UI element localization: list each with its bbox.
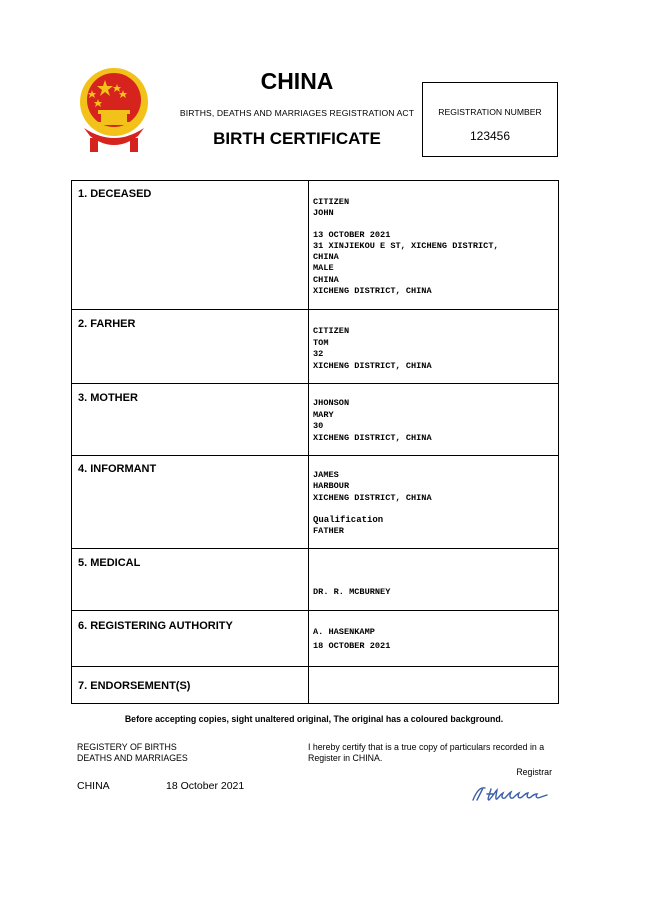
certificate-title: BIRTH CERTIFICATE xyxy=(213,129,381,148)
field-value: DR. R. MCBURNEY xyxy=(313,587,391,597)
field-value: XICHENG DISTRICT, CHINA xyxy=(313,361,432,371)
section-title: 4. INFORMANT xyxy=(78,463,157,475)
field-value: 30 xyxy=(313,421,324,431)
registrar-signature xyxy=(467,784,553,804)
registration-number-value: 123456 xyxy=(469,129,511,143)
registrar-label: Registrar xyxy=(516,767,552,777)
field-value: CHINA xyxy=(313,275,339,285)
registry-line-2: DEATHS AND MARRIAGES xyxy=(77,753,188,763)
field-value: FATHER xyxy=(313,526,344,536)
field-value: 32 xyxy=(313,349,324,359)
section-title: 5. MEDICAL xyxy=(78,557,141,569)
field-value: XICHENG DISTRICT, CHINA xyxy=(313,286,432,296)
issue-date: 18 October 2021 xyxy=(166,780,245,792)
registry-line-1: REGISTERY OF BIRTHS xyxy=(77,742,177,752)
section-title: 7. ENDORSEMENT(S) xyxy=(78,680,191,692)
section-title: 1. DECEASED xyxy=(78,188,152,200)
country-title: CHINA xyxy=(260,68,334,94)
section-medical xyxy=(72,549,558,611)
field-value: JOHN xyxy=(313,208,334,218)
field-value: XICHENG DISTRICT, CHINA xyxy=(313,433,432,443)
registration-number-box xyxy=(422,82,558,157)
issue-place: CHINA xyxy=(77,780,110,792)
certify-line-2: Register in CHINA. xyxy=(308,753,383,763)
section-informant xyxy=(72,456,558,549)
field-value: JHONSON xyxy=(313,398,350,408)
field-value: CHINA xyxy=(313,252,339,262)
field-value: TOM xyxy=(313,338,329,348)
section-mother xyxy=(72,384,558,456)
registration-number-label: REGISTRATION NUMBER xyxy=(438,107,542,117)
section-registering-authority xyxy=(72,611,558,667)
field-value: 13 OCTOBER 2021 xyxy=(313,230,391,240)
registration-act: BIRTHS, DEATHS AND MARRIAGES REGISTRATION ACT xyxy=(179,108,415,118)
verification-note: Before accepting copies, sight unaltered original, The original has a coloured background. xyxy=(124,714,504,724)
field-value: CITIZEN xyxy=(313,197,350,207)
section-father xyxy=(72,310,558,384)
certificate-table xyxy=(71,180,559,704)
field-value: A. HASENKAMP xyxy=(313,627,375,637)
section-deceased xyxy=(72,181,558,310)
national-emblem-icon xyxy=(76,66,152,156)
section-title: 2. FARHER xyxy=(78,318,136,330)
certify-line-1: I hereby certify that is a true copy of particulars recorded in a xyxy=(308,742,545,752)
section-endorsements xyxy=(72,667,558,703)
field-value: XICHENG DISTRICT, CHINA xyxy=(313,493,432,503)
field-value: CITIZEN xyxy=(313,326,350,336)
field-value: MARY xyxy=(313,410,334,420)
section-title: 6. REGISTERING AUTHORITY xyxy=(78,620,233,632)
field-value: JAMES xyxy=(313,470,339,480)
field-value: 18 OCTOBER 2021 xyxy=(313,641,391,651)
section-title: 3. MOTHER xyxy=(78,392,138,404)
field-value: MALE xyxy=(313,263,334,273)
field-label: Qualification xyxy=(313,515,384,525)
field-value: HARBOUR xyxy=(313,481,350,491)
field-value: 31 XINJIEKOU E ST, XICHENG DISTRICT, xyxy=(313,241,499,251)
